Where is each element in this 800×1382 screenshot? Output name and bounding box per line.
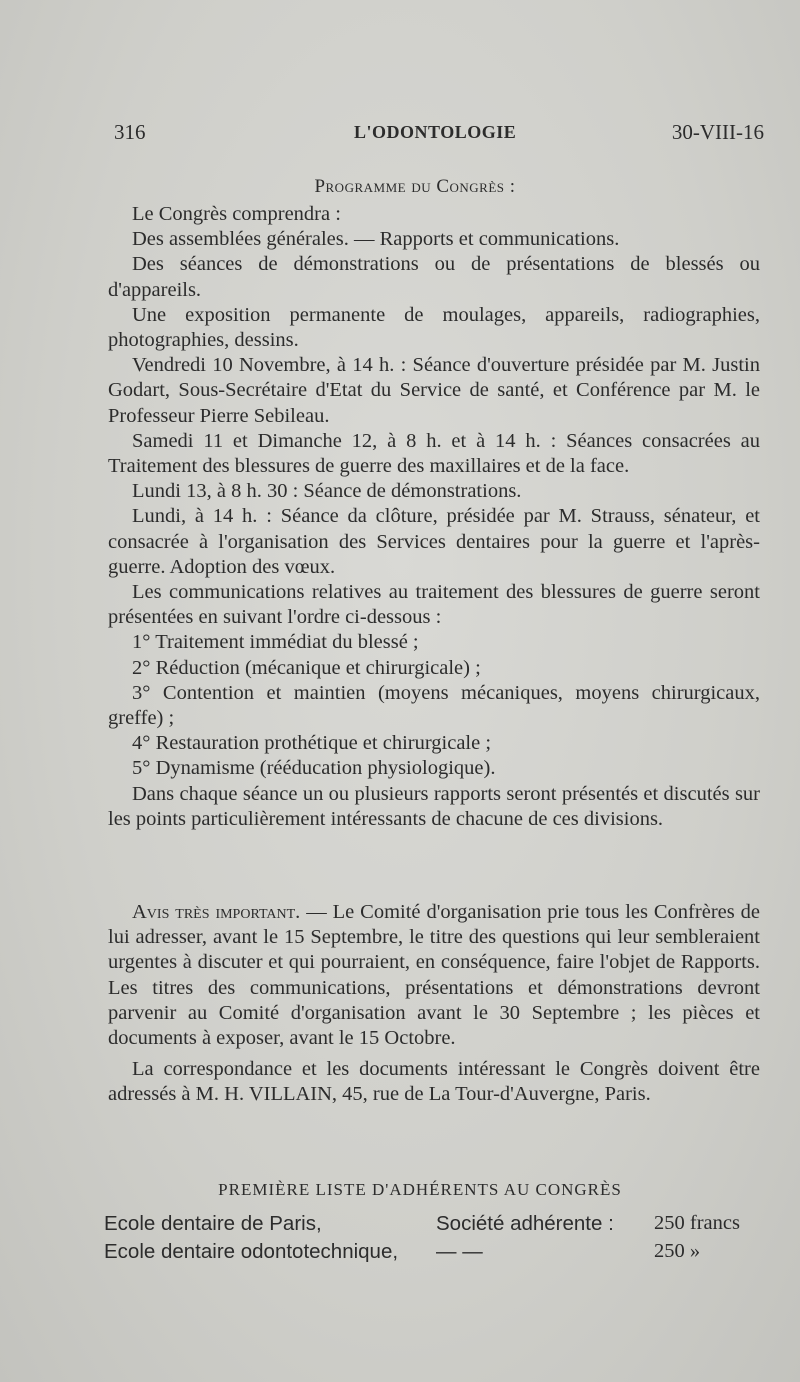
page-number: 316 xyxy=(114,120,146,144)
programme-title: Programme du Congrès : xyxy=(314,176,516,197)
list-item: 1° Traitement immédiat du blessé ; xyxy=(132,631,419,654)
list-item: 4° Restauration prothétique et chirurgicale ; xyxy=(132,732,492,755)
notice-text: — Le Comité d'organisation prie tous les Confrères de lui adresser, avant le 15 Septembre, le titre des questions qui leur sembleraient urgentes à discuter et qui pourraient, en conséquence, faire l'objet de Rapports. Les titres des communications, présentations et démonstrations devront parvenir au Comité d'organisation avant le 30 Septembre ; les pièces et documents à exposer, avant le 15 Octobre. xyxy=(108,901,760,1050)
adherent-status: — — xyxy=(436,1240,483,1263)
issue-date: 30-VIII-16 xyxy=(671,120,764,144)
journal-title: L'ODONTOLOGIE xyxy=(354,122,517,142)
paragraph: Des séances de démonstrations ou de présentations de blessés ou d'appareils. xyxy=(108,253,760,301)
notice-body xyxy=(108,900,760,1108)
programme-body xyxy=(108,202,760,832)
list-item: 5° Dynamisme (rééducation physiologique). xyxy=(132,757,496,780)
list-item: 3° Contention et maintien (moyens mécaniques, moyens chirurgicaux, greffe) ; xyxy=(108,681,760,730)
paragraph: Vendredi 10 Novembre, à 14 h. : Séance d'ouverture présidée par M. Justin Godart, Sous-Secrétaire d'Etat du Service de santé, et Conférence par M. le Professeur Pierre Sebileau. xyxy=(108,354,760,427)
paragraph: Le Congrès comprendra : xyxy=(132,203,341,225)
adherent-name: Ecole dentaire odontotechnique, xyxy=(104,1240,399,1263)
paragraph: Samedi 11 et Dimanche 12, à 8 h. et à 14 h. : Séances consacrées au Traitement des blessures de guerre des maxillaires et de la face. xyxy=(108,429,760,478)
notice-paragraph xyxy=(108,900,760,1051)
running-header xyxy=(114,120,764,150)
adherent-name: Ecole dentaire de Paris, xyxy=(104,1212,322,1235)
paragraph: Les communications relatives au traitement des blessures de guerre seront présentées en suivant l'ordre ci-dessous : xyxy=(108,581,760,629)
adherent-row xyxy=(104,1240,760,1268)
paragraph: Des assemblées générales. — Rapports et communications. xyxy=(132,228,620,251)
notice-label: Avis très important. xyxy=(132,901,301,923)
paragraph: Une exposition permanente de moulages, appareils, radiographies, photographies, dessins. xyxy=(108,303,760,352)
adherent-amount: 250 francs xyxy=(654,1212,740,1234)
adherent-status: Société adhérente : xyxy=(436,1212,614,1235)
paragraph: Dans chaque séance un ou plusieurs rapports seront présentés et discutés sur les points particulièrement intéressants de chacune de ces divisions. xyxy=(108,782,760,830)
adherent-amount: 250 » xyxy=(654,1240,701,1262)
adherent-row xyxy=(104,1212,760,1240)
paragraph: Lundi, à 14 h. : Séance da clôture, présidée par M. Strauss, sénateur, et consacrée à l'organisation des Services dentaires pour la guerre et l'après-guerre. Adoption des vœux. xyxy=(108,505,760,578)
paragraph: Lundi 13, à 8 h. 30 : Séance de démonstrations. xyxy=(132,480,522,503)
correspondence-paragraph: La correspondance et les documents intéressant le Congrès doivent être adressés à M. H. VILLAIN, 45, rue de La Tour-d'Auvergne, Paris. xyxy=(108,1058,760,1106)
adherents-title: PREMIÈRE LISTE D'ADHÉRENTS AU CONGRÈS xyxy=(218,1180,622,1199)
list-item: 2° Réduction (mécanique et chirurgicale) ; xyxy=(132,656,481,679)
